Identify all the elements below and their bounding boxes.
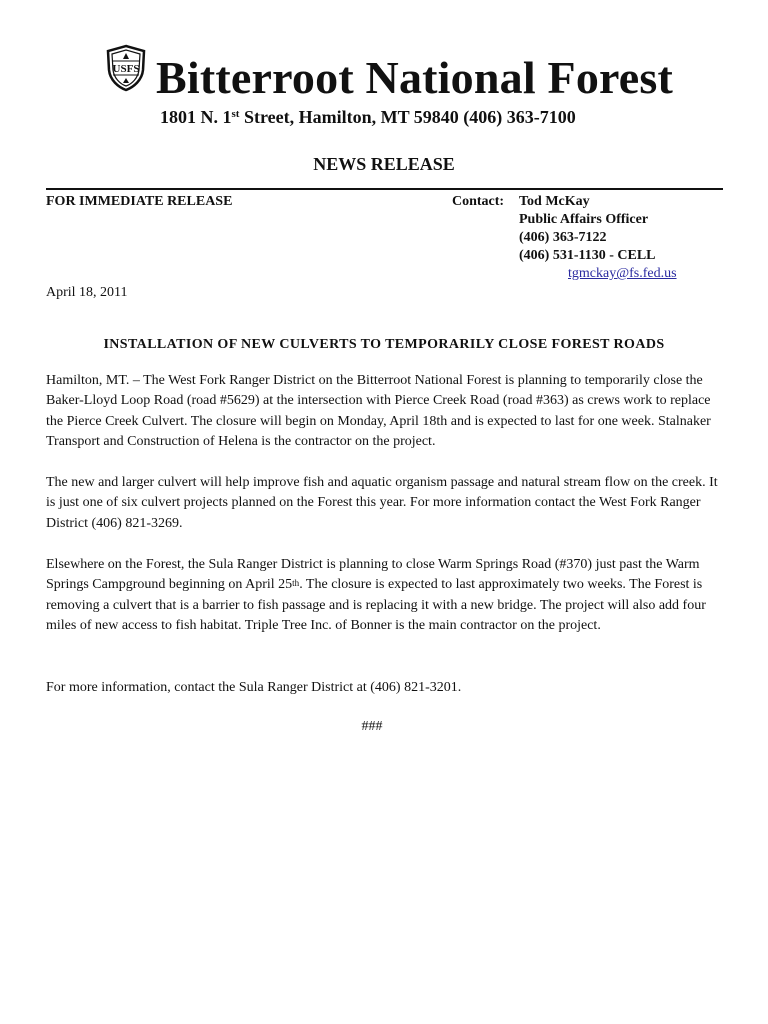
contact-email-link[interactable]: tgmckay@fs.fed.us (568, 266, 677, 281)
contact-cell: (406) 531-1130 - CELL (519, 248, 656, 263)
address-prefix: 1801 N. 1 (160, 107, 232, 127)
release-date: April 18, 2011 (46, 285, 128, 300)
address-superscript: st (231, 108, 240, 120)
contact-phone: (406) 363-7122 (519, 230, 607, 245)
article-paragraph-3 (46, 555, 726, 637)
paragraph-text-start: Elsewhere on the Forest, the Sula Ranger District is planning to close Warm Springs Road (#370) just past the Warm Springs Campground beginning on April 25 (46, 557, 700, 593)
paragraph-text: Hamilton, MT. – The West Fork Ranger District on the Bitterroot National Forest is planning to temporarily close the Baker-Lloyd Loop Road (road #5629) at the intersection with Pierce Creek Road (road #363) as crews work to replace the Pierce Creek Culvert. The closure will begin on Monday, April 18th and is expected to last for one week. Stalnaker Transport and Construction of Helena is the contractor on the project. (46, 373, 711, 450)
article-paragraph-4 (46, 678, 726, 698)
end-of-release-mark: ### (361, 719, 383, 734)
header-divider (46, 188, 723, 190)
contact-block (519, 193, 656, 265)
contact-label: Contact: (452, 194, 505, 209)
paragraph-text (46, 555, 726, 637)
article-paragraph-1 (46, 371, 726, 453)
agency-title: Bitterroot National Forest (156, 52, 674, 103)
article-headline: INSTALLATION OF NEW CULVERTS TO TEMPORARILY CLOSE FOREST ROADS (103, 337, 665, 352)
date-ordinal-superscript: th (292, 578, 300, 589)
release-status: FOR IMMEDIATE RELEASE (46, 194, 233, 209)
paragraph-text-end: . The closure is expected to last approximately two weeks. The Forest is removing a culvert that is a barrier to fish passage and is replacing it with a new bridge. The project will also add four miles of new access to fish habitat. Triple Tree Inc. of Bonner is the main contractor on the project. (46, 577, 706, 634)
contact-name: Tod McKay (519, 194, 590, 209)
paragraph-text: The new and larger culvert will help improve fish and aquatic organism passage and natural stream flow on the creek. It is just one of six culvert projects planned on the Forest this year. For more information contact the West Fork Ranger District (406) 821-3269. (46, 475, 718, 531)
address-rest: Street, Hamilton, MT 59840 (406) 363-7100 (239, 107, 576, 127)
agency-address (160, 105, 576, 129)
usda-forest-service-shield-icon (104, 44, 148, 92)
article-paragraph-2 (46, 473, 726, 534)
paragraph-text: For more information, contact the Sula Ranger District at (406) 821-3201. (46, 680, 462, 695)
logo-monogram: USFS (112, 63, 140, 75)
section-label: NEWS RELEASE (313, 154, 455, 174)
contact-title: Public Affairs Officer (519, 212, 649, 227)
